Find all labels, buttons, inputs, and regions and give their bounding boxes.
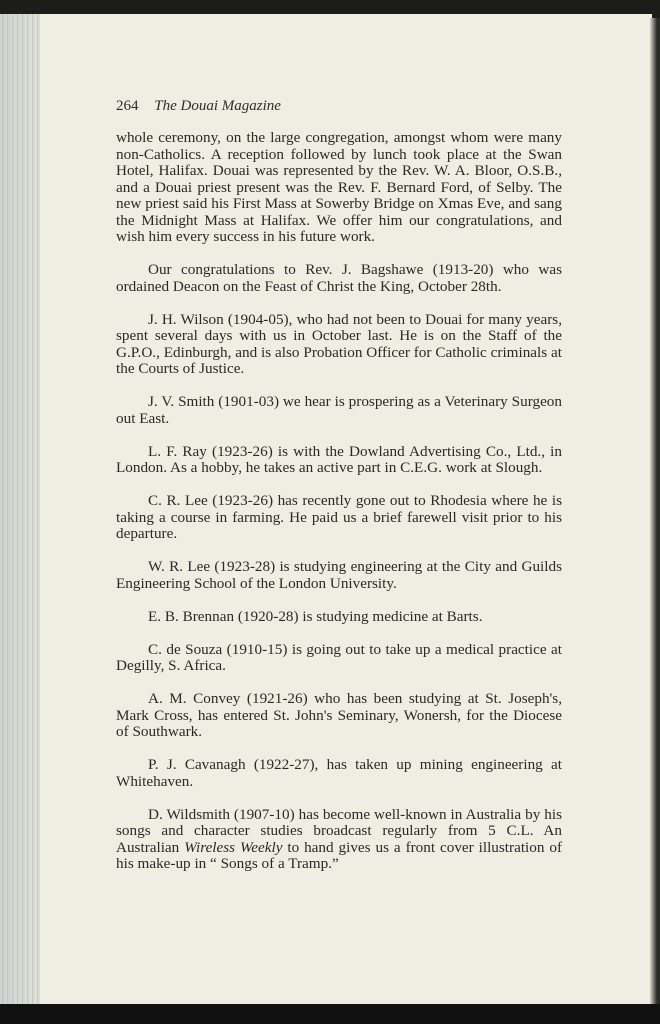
paragraph: whole ceremony, on the large congregation, amongst whom were many non-Catholics. A reception followed by lunch took place at the Swan Hotel, Halifax. Douai was represented by the Rev. W. A. Bloor, O.S.B., and a Douai priest present was the Rev. F. Bernard Ford, of Selby. The new priest said his First Mass at Sowerby Bridge on Xmas Eve, and sang the Midnight Mass at Halifax. We offer him our congratulations, and wish him every success in his future work. [116,129,562,245]
paragraph-last [116,807,562,873]
paragraph: J. H. Wilson (1904-05), who had not been to Douai for many years, spent several days with us in October last. He is on the Staff of the G.P.O., Edinburgh, and is also Probation Officer for Catholic criminals at the Courts of Justice. [116,310,562,377]
running-header [116,98,562,115]
paragraph: A. M. Convey (1921-26) who has been studying at St. Joseph's, Mark Cross, has entered St. John's Seminary, Wonersh, for the Diocese of Southwark. [116,690,562,740]
right-page-edge [650,18,660,1004]
paragraph: L. F. Ray (1923-26) is with the Dowland Advertising Co., Ltd., in London. As a hobby, he takes an active part in C.E.G. work at Slough. [116,442,562,476]
paragraph: C. R. Lee (1923-26) has recently gone out to Rhodesia where he is taking a course in farming. He paid us a brief farewell visit prior to his departure. [116,492,562,542]
magazine-title: The Douai Magazine [154,98,281,114]
page-edge-decoration [0,14,40,1004]
paragraph: C. de Souza (1910-15) is going out to take up a medical practice at Degilly, S. Africa. [116,640,562,674]
publication-title: Wireless Weekly [184,838,283,856]
paragraph: E. B. Brennan (1920-28) is studying medicine at Barts. [148,607,483,625]
paragraph: W. R. Lee (1923-28) is studying engineering at the City and Guilds Engineering School of the London University. [116,558,562,592]
article-body [116,130,562,873]
paragraph: J. V. Smith (1901-03) we hear is prospering as a Veterinary Surgeon out East. [116,393,562,427]
bottom-shadow [0,1004,660,1024]
paragraph: P. J. Cavanagh (1922-27), has taken up mining engineering at Whitehaven. [116,756,562,790]
paragraph-text: to hand gives us a front cover illustration of his make-up in “ Songs of a Tramp.” [116,838,563,872]
paragraph-text: D. Wildsmith (1907-10) has become well-known in Australia by his songs and character studies broadcast regularly from 5 C.L. An Australian [116,805,562,856]
page-number: 264 [116,98,139,114]
paragraph: Our congratulations to Rev. J. Bagshawe (1913-20) who was ordained Deacon on the Feast of Christ the King, October 28th. [116,261,562,295]
book-page [0,14,652,1004]
